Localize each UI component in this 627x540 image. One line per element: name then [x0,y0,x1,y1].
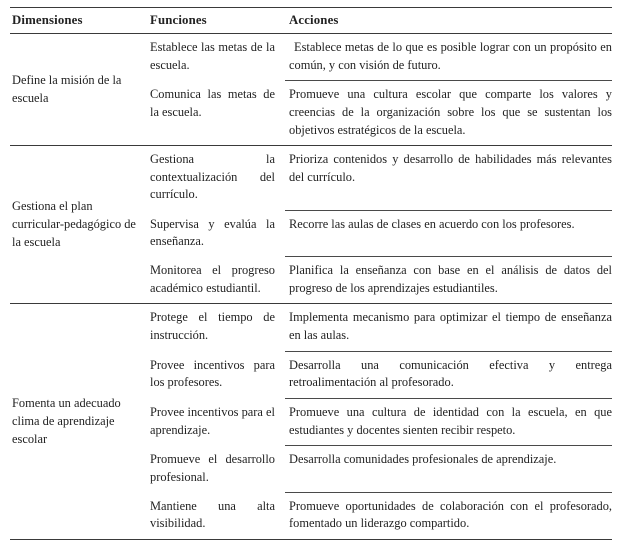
accion-cell: Promueve una cultura escolar que comparte los valores y creencias de la organización sobre los que se sustentan los objetivos estratégicos de la escuela. [285,81,612,145]
dimension-cell: Fomenta un adecuado clima de aprendizaje escolar [10,304,148,539]
table-body [10,8,612,540]
funcion-cell: Provee incentivos para los profesores. [148,352,285,399]
funcion-cell: Establece las metas de la escuela. [148,34,285,81]
funcion-cell: Mantiene una alta visibilidad. [148,493,285,540]
funcion-cell: Monitorea el progreso académico estudiantil. [148,257,285,304]
accion-cell: Planifica la enseñanza con base en el análisis de datos del progreso de los aprendizajes estudiantiles. [285,257,612,304]
funcion-cell: Gestiona la contextualización del currículo. [148,146,285,210]
column-header-dimensiones: Dimensiones [10,8,148,34]
accion-cell: Implementa mecanismo para optimizar el tiempo de enseñanza en las aulas. [285,304,612,351]
table-row [10,304,612,351]
funcion-cell: Supervisa y evalúa la enseñanza. [148,211,285,257]
dimension-cell: Define la misión de la escuela [10,34,148,146]
table-row [10,146,612,210]
dimensiones-funciones-acciones-table [10,7,612,540]
accion-cell: Desarrolla una comunicación efectiva y entrega retroalimentación al profesorado. [285,352,612,399]
funcion-cell: Provee incentivos para el aprendizaje. [148,399,285,446]
table-header-row [10,8,612,34]
funcion-cell: Promueve el desarrollo profesional. [148,446,285,492]
accion-cell: Desarrolla comunidades profesionales de aprendizaje. [285,446,612,492]
accion-cell: Establece metas de lo que es posible lograr con un propósito en común, y con visión de futuro. [285,34,612,81]
accion-cell: Recorre las aulas de clases en acuerdo con los profesores. [285,211,612,257]
column-header-funciones: Funciones [148,8,285,34]
funcion-cell: Comunica las metas de la escuela. [148,81,285,145]
funcion-cell: Protege el tiempo de instrucción. [148,304,285,351]
accion-cell: Promueve una cultura de identidad con la escuela, en que estudiantes y docentes sienten recibir respeto. [285,399,612,446]
accion-cell: Promueve oportunidades de colaboración con el profesorado, fomentado un liderazgo compartido. [285,493,612,540]
table-row [10,34,612,81]
column-header-acciones: Acciones [285,8,612,34]
accion-cell: Prioriza contenidos y desarrollo de habilidades más relevantes del currículo. [285,146,612,210]
dimension-cell: Gestiona el plan curricular-pedagógico de la escuela [10,146,148,304]
